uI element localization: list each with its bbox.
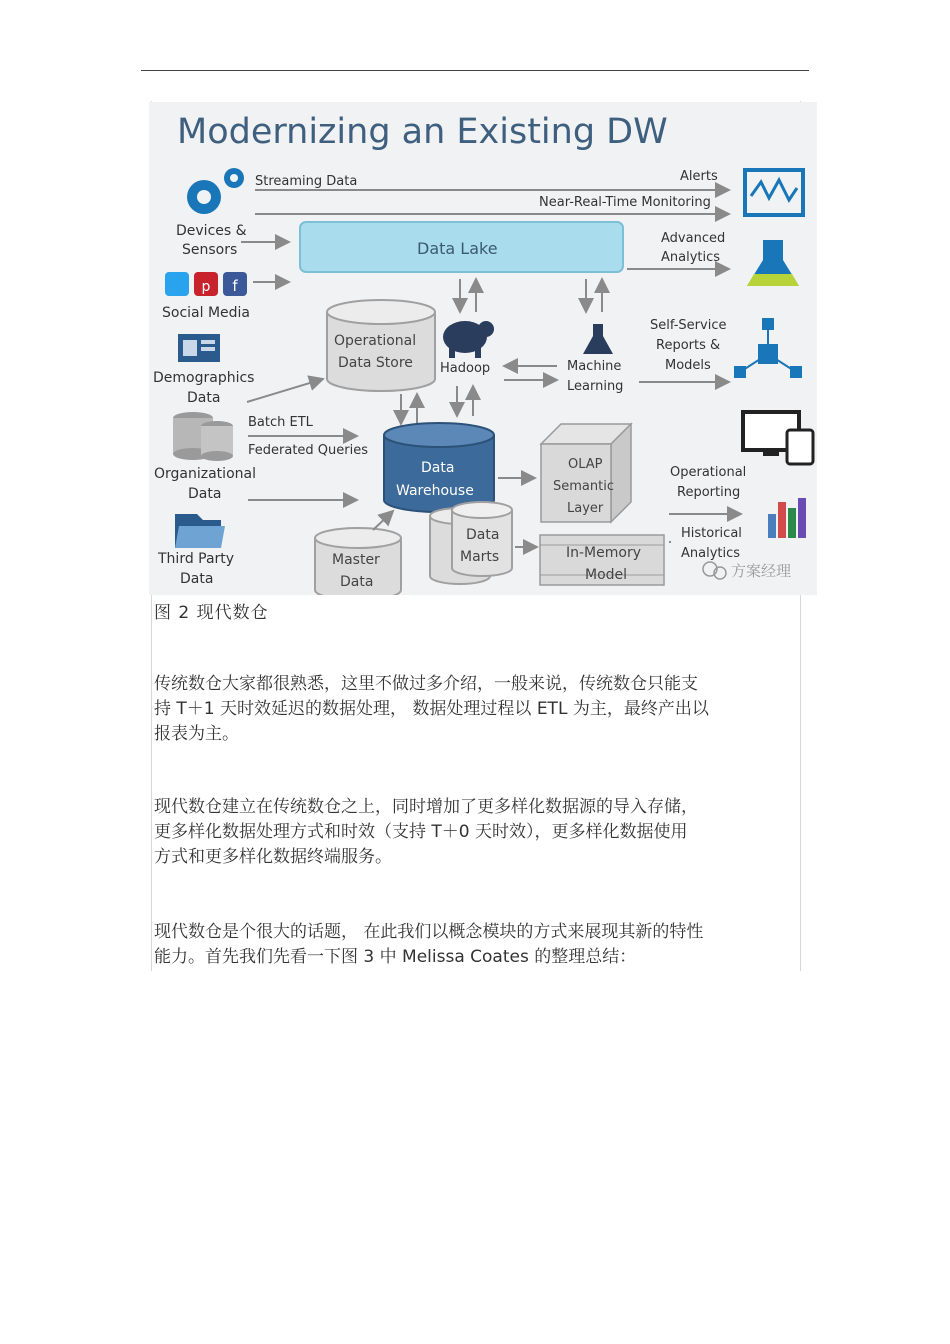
social-media-icons <box>165 272 247 296</box>
svg-text:p: p <box>201 279 211 295</box>
bar-chart-icon <box>768 498 806 538</box>
ml-label-1: Machine <box>567 359 622 374</box>
paragraph-line: 现代数仓建立在传统数仓之上，同时增加了更多样化数据源的导入存储， <box>154 797 698 817</box>
demographics-label-2: Data <box>187 390 221 406</box>
near-real-time-label: Near-Real-Time Monitoring <box>539 195 711 210</box>
paragraph-line: 现代数仓是个很大的话题， 在此我们以概念模块的方式来展现其新的特性 <box>154 922 704 942</box>
twitter-icon <box>165 272 189 296</box>
olap-label-3: Layer <box>567 501 604 516</box>
master-data-label-2: Data <box>340 574 374 590</box>
self-service-label-2: Reports & <box>656 338 721 353</box>
self-service-label-1: Self-Service <box>650 318 727 333</box>
data-marts <box>430 502 512 584</box>
third-party-label-2: Data <box>180 571 214 587</box>
dw-label-2: Warehouse <box>396 483 474 499</box>
master-data-label-1: Master <box>332 552 380 568</box>
paragraph-line: 方式和更多样化数据终端服务。 <box>154 847 392 867</box>
paragraph-line: 持 T＋1 天时效延迟的数据处理， 数据处理过程以 ETL 为主，最终产出以 <box>154 699 709 719</box>
svg-text:方案经理: 方案经理 <box>731 562 792 580</box>
folder-icon <box>175 514 225 548</box>
org-data-label-1: Organizational <box>154 466 256 482</box>
operational-reporting-label-2: Reporting <box>677 485 741 500</box>
olap-label-1: OLAP <box>568 457 603 472</box>
header-rule <box>141 70 809 71</box>
data-marts-label-2: Marts <box>460 549 500 565</box>
batch-etl-label: Batch ETL <box>248 415 313 430</box>
operational-reporting-label-1: Operational <box>670 465 747 480</box>
streaming-data-label: Streaming Data <box>255 174 358 189</box>
advanced-analytics-label-2: Analytics <box>661 250 721 265</box>
figure-modernizing-dw <box>149 102 817 595</box>
data-lake-label: Data Lake <box>417 239 498 258</box>
demographics-arrow <box>247 379 323 402</box>
dw-label-1: Data <box>421 460 455 476</box>
demographics-icon <box>178 334 220 362</box>
ods-label-1: Operational <box>334 333 417 349</box>
ml-label-2: Learning <box>567 379 624 394</box>
federated-queries-label: Federated Queries <box>248 443 369 458</box>
self-service-label-3: Models <box>665 358 711 373</box>
in-memory-label-2: Model <box>585 567 628 583</box>
paragraph-modern-dw <box>154 795 790 870</box>
svg-text:f: f <box>232 277 238 295</box>
paragraph-line: 更多样化数据处理方式和时效（支持 T＋0 天时效），更多样化数据使用 <box>154 822 688 842</box>
devices-label-1: Devices & <box>176 223 247 239</box>
gear-icon <box>187 168 244 214</box>
third-party-label-1: Third Party <box>158 551 235 567</box>
demographics-label-1: Demographics <box>153 370 255 386</box>
in-memory-label-1: In-Memory <box>566 545 641 561</box>
figure-title: Modernizing an Existing DW <box>177 112 668 152</box>
devices-screens-icon <box>743 412 813 464</box>
org-data-label-2: Data <box>188 486 222 502</box>
historical-analytics-label-1: Historical <box>681 526 742 541</box>
paragraph-line: 报表为主。 <box>154 724 239 744</box>
network-nodes-icon <box>734 318 802 378</box>
advanced-analytics-label-1: Advanced <box>661 231 726 246</box>
devices-label-2: Sensors <box>182 242 238 258</box>
paragraph-line: 能力。首先我们先看一下图 3 中 Melissa Coates 的整理总结： <box>154 947 637 967</box>
alerts-label: Alerts <box>680 169 718 184</box>
hadoop-label: Hadoop <box>440 361 491 376</box>
flask-icon <box>747 240 799 286</box>
paragraph-modern-dw-topic <box>154 920 790 970</box>
beaker-icon <box>583 324 613 354</box>
ods-label-2: Data Store <box>338 355 413 371</box>
social-media-label: Social Media <box>162 305 251 321</box>
historical-analytics-label-2: Analytics <box>681 546 741 561</box>
wechat-watermark <box>703 562 791 580</box>
database-stack-icon <box>173 412 233 461</box>
paragraph-line: 传统数仓大家都很熟悉，这里不做过多介绍，一般来说，传统数仓只能支 <box>154 674 698 694</box>
data-marts-label-1: Data <box>466 527 500 543</box>
monitoring-icon <box>745 170 803 215</box>
hadoop-elephant-icon <box>443 321 494 358</box>
master-dw-arrow <box>373 511 393 530</box>
olap-label-2: Semantic <box>553 479 614 494</box>
figure-caption: 图 2 现代数仓 <box>154 603 269 623</box>
paragraph-traditional-dw <box>154 672 790 747</box>
